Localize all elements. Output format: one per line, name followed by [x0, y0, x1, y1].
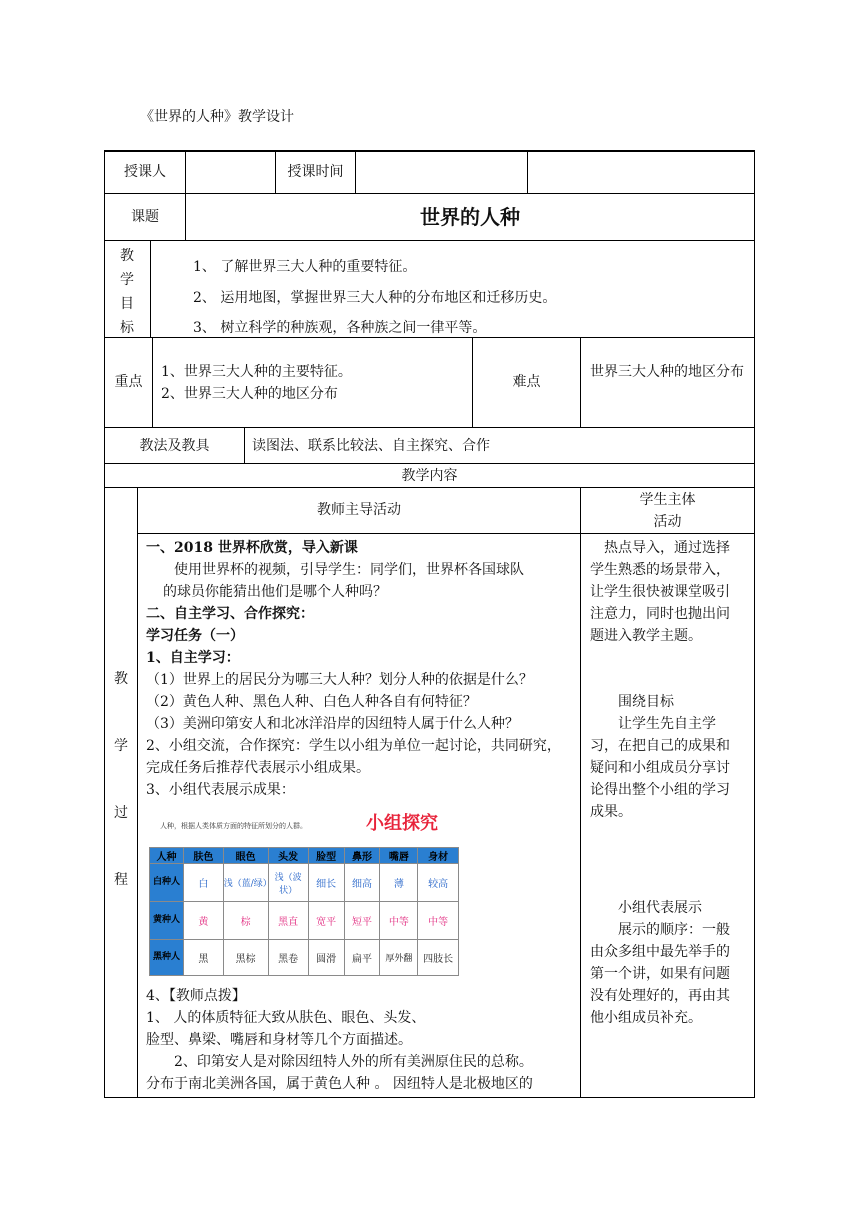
figure-badge: 小组探究 [366, 813, 438, 834]
difficulty-value: 世界三大人种的地区分布 [590, 364, 744, 380]
topic-label: 课题 [131, 209, 159, 225]
text-line: 围绕目标 [618, 694, 674, 710]
section-heading: 二、自主学习、合作探究： [146, 606, 314, 622]
text-line: 让学生先自主学 [618, 716, 716, 732]
text-line: 脸型、鼻梁、嘴唇和身材等几个方面描述。 [146, 1032, 412, 1048]
student-activity-header-2: 活动 [653, 514, 682, 530]
goal-item-2: 2、 运用地图，掌握世界三大人种的分布地区和迁移历史。 [193, 290, 557, 306]
race-table-header-row [150, 848, 459, 864]
figure-caption: 人种，根据人类体质方面的特征所划分的人群。 [160, 822, 307, 830]
text-line: 2、印第安人是对除因纽特人外的所有美洲原住民的总称。 [174, 1054, 533, 1070]
table-cell: 细高 [344, 864, 380, 902]
table-cell: 宽平 [308, 902, 344, 940]
text-line: 学生熟悉的场景带入， [590, 562, 730, 578]
document-title: 《世界的人种》教学设计 [140, 109, 294, 125]
key-point-1: 1、世界三大人种的主要特征。 [161, 364, 352, 380]
table-cell: 扁平 [344, 940, 380, 976]
key-points-label: 重点 [114, 374, 143, 390]
text-line: 展示的顺序：一般 [618, 922, 730, 938]
section-heading: 一、2018 世界杯欣赏，导入新课 [146, 540, 358, 556]
table-cell: 白 [183, 864, 223, 902]
subheading: 1、自主学习： [146, 650, 240, 666]
text-line: 第一个讲，如果有问题 [590, 966, 730, 982]
text-line: 完成任务后推荐代表展示小组成果。 [146, 760, 370, 776]
teacher-activity-header: 教师主导活动 [317, 502, 401, 518]
table-cell: 黑卷 [268, 940, 308, 976]
table-cell: 圆滑 [308, 940, 344, 976]
student-activity-header-1: 学生主体 [639, 492, 696, 508]
table-cell: 浅（波状） [268, 864, 308, 902]
process-label: 教 学 过 程 [114, 671, 128, 888]
race-table-header: 身材 [418, 848, 459, 864]
table-cell: 较高 [418, 864, 459, 902]
question-3: （3）美洲印第安人和北冰洋沿岸的因纽特人属于什么人种？ [146, 716, 519, 732]
race-name: 黄种人 [150, 902, 184, 940]
race-table-header: 头发 [268, 848, 308, 864]
text-line: 的球员你能猜出他们是哪个人种吗？ [163, 584, 387, 600]
teacher-label: 授课人 [124, 164, 166, 180]
table-row [150, 864, 459, 902]
text-line: 习，在把自己的成果和 [590, 738, 730, 754]
question-1: （1）世界上的居民分为哪三大人种？划分人种的依据是什么？ [146, 672, 533, 688]
goal-item-3: 3、 树立科学的种族观，各种族之间一律平等。 [193, 320, 487, 336]
text-line: 2、小组交流，合作探究：学生以小组为单位一起讨论，共同研究， [146, 738, 561, 754]
text-line: 小组代表展示 [618, 900, 702, 916]
race-table-header: 肤色 [183, 848, 223, 864]
key-point-2: 2、世界三大人种的地区分布 [161, 386, 338, 402]
race-table [149, 847, 459, 976]
text-line: 题进入教学主题。 [590, 628, 702, 644]
text-line: 使用世界杯的视频，引导学生：同学们，世界杯各国球队 [174, 562, 524, 578]
text-line: 3、小组代表展示成果： [146, 782, 295, 798]
text-line: 论得出整个小组的学习 [590, 782, 730, 798]
task-heading: 学习任务（一） [146, 628, 244, 644]
table-cell: 棕 [223, 902, 268, 940]
text-line: 4、【教师点拨】 [146, 988, 246, 1004]
topic-title: 世界的人种 [420, 205, 520, 229]
methods-value: 读图法、联系比较法、自主探究、合作 [252, 438, 490, 454]
table-cell: 中等 [380, 902, 418, 940]
time-label: 授课时间 [287, 164, 344, 180]
table-cell: 中等 [418, 902, 459, 940]
table-cell: 厚外翻 [380, 940, 418, 976]
methods-label: 教法及教具 [139, 438, 210, 454]
table-row [150, 940, 459, 976]
text-line: 分布于南北美洲各国，属于黄色人种 。 因纽特人是北极地区的 [146, 1076, 533, 1092]
race-table-header: 嘴唇 [380, 848, 418, 864]
table-cell: 黑棕 [223, 940, 268, 976]
race-table-header: 眼色 [223, 848, 268, 864]
text-line: 注意力，同时也抛出问 [590, 606, 730, 622]
text-line: 他小组成员补充。 [590, 1010, 702, 1026]
table-cell: 四肢长 [418, 940, 459, 976]
table-cell: 薄 [380, 864, 418, 902]
text-line: 热点导入，通过选择 [604, 540, 730, 556]
text-line: 让学生很快被课堂吸引 [590, 584, 730, 600]
table-cell: 浅（蓝/绿） [223, 864, 268, 902]
race-name: 黑种人 [150, 940, 184, 976]
race-name: 白种人 [150, 864, 184, 902]
race-table-header: 鼻形 [344, 848, 380, 864]
content-header: 教学内容 [401, 468, 458, 484]
text-line: 1、 人的体质特征大致从肤色、眼色、头发、 [146, 1010, 426, 1026]
table-cell: 黄 [183, 902, 223, 940]
difficulty-label: 难点 [512, 374, 541, 390]
table-cell: 细长 [308, 864, 344, 902]
text-line: 疑问和小组成员分享讨 [590, 760, 730, 776]
race-table-header: 人种 [150, 848, 184, 864]
table-cell: 短平 [344, 902, 380, 940]
table-row [150, 902, 459, 940]
text-line: 由众多组中最先举手的 [590, 944, 730, 960]
text-line: 成果。 [590, 804, 632, 820]
race-table-header: 脸型 [308, 848, 344, 864]
table-cell: 黑 [183, 940, 223, 976]
text-line: 没有处理好的，再由其 [590, 988, 730, 1004]
goals-label: 教 学 目 标 [120, 248, 134, 336]
table-cell: 黑直 [268, 902, 308, 940]
question-2: （2）黄色人种、黑色人种、白色人种各自有何特征？ [146, 694, 477, 710]
goal-item-1: 1、 了解世界三大人种的重要特征。 [193, 259, 417, 275]
